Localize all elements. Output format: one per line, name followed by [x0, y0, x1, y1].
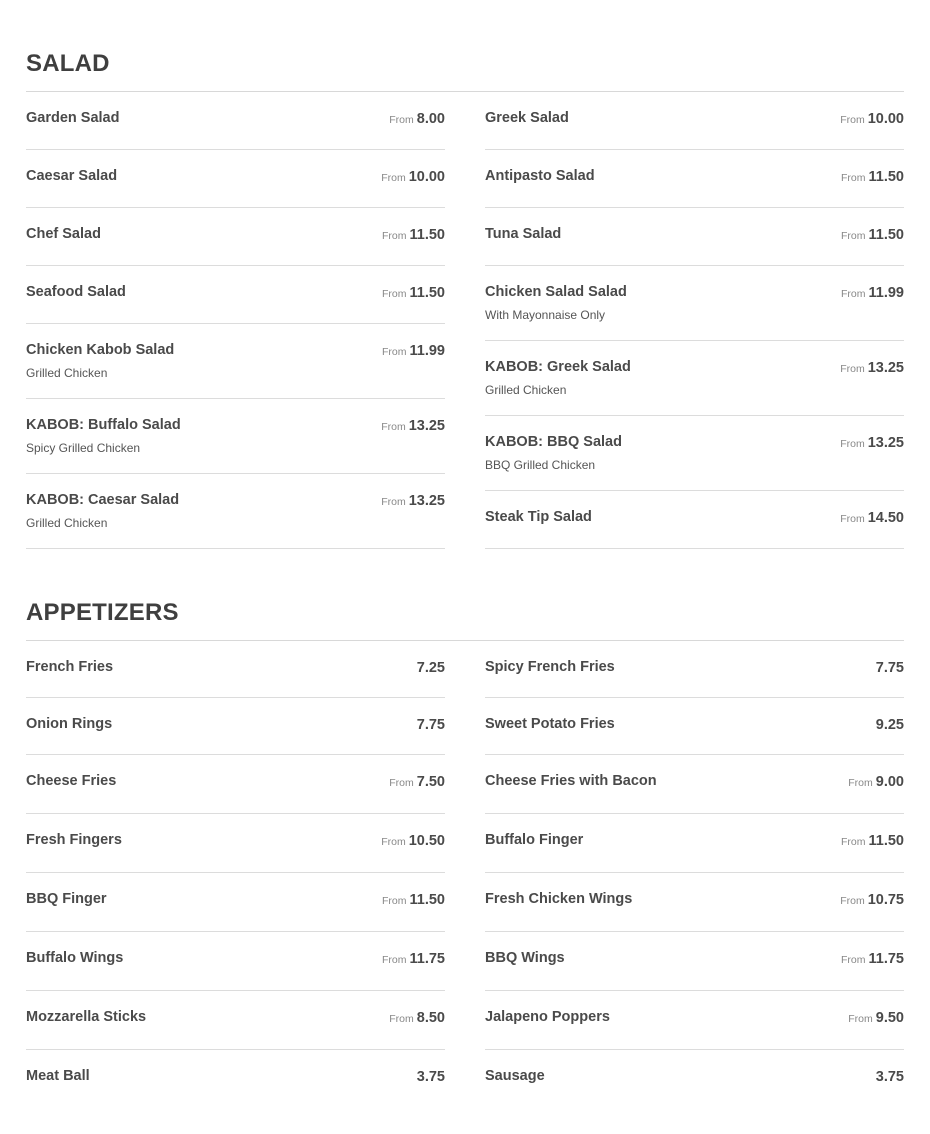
- menu-item[interactable]: [485, 92, 904, 150]
- price-amount: 11.99: [409, 343, 445, 359]
- menu-item-info: [26, 417, 181, 455]
- menu-item-info: [485, 950, 565, 967]
- menu-item[interactable]: [26, 266, 445, 324]
- menu-item-info: [26, 659, 113, 676]
- price-amount: 11.50: [409, 227, 445, 243]
- menu-item-price: [841, 168, 904, 187]
- price-amount: 10.00: [867, 111, 904, 127]
- menu-item-name: BBQ Wings: [485, 950, 565, 966]
- item-grid: [26, 92, 904, 549]
- menu-item-info: [26, 891, 107, 908]
- menu-item[interactable]: [485, 814, 904, 873]
- menu-item[interactable]: [485, 991, 904, 1050]
- menu-item[interactable]: [26, 399, 445, 474]
- menu-item-name: Chicken Salad Salad: [485, 284, 627, 300]
- menu-item[interactable]: [485, 755, 904, 814]
- menu-item[interactable]: [485, 150, 904, 208]
- menu-item-info: [485, 773, 657, 790]
- price-amount: 11.75: [409, 951, 445, 967]
- price-from-label: From: [841, 288, 866, 300]
- price-from-label: From: [389, 114, 414, 126]
- menu-item-name: KABOB: Caesar Salad: [26, 492, 180, 508]
- menu-item[interactable]: [485, 416, 904, 491]
- menu-item-name: Buffalo Wings: [26, 950, 124, 966]
- menu-item-description: BBQ Grilled Chicken: [485, 458, 596, 472]
- price-from-label: From: [382, 346, 407, 358]
- menu-item-price: [417, 1068, 445, 1086]
- menu-item-price: [381, 832, 445, 851]
- menu-item-price: [381, 168, 445, 187]
- menu-item-name: Sweet Potato Fries: [485, 716, 615, 732]
- section-appetizers: [26, 549, 904, 1107]
- menu-item[interactable]: [485, 341, 904, 416]
- menu-item-name: Chef Salad: [26, 226, 101, 242]
- menu-item-info: [26, 110, 119, 127]
- menu-item-price: [382, 891, 445, 910]
- column-left: [26, 92, 445, 549]
- menu-item-info: [26, 168, 117, 185]
- price-amount: 11.99: [868, 285, 904, 301]
- menu-item-name: Spicy French Fries: [485, 659, 615, 675]
- price-amount: 9.00: [875, 774, 904, 790]
- price-amount: 9.25: [875, 717, 904, 733]
- menu-item-info: [26, 492, 179, 530]
- price-amount: 7.75: [875, 660, 904, 676]
- menu-item[interactable]: [485, 873, 904, 932]
- price-amount: 3.75: [875, 1069, 904, 1085]
- menu-item-info: [485, 832, 583, 849]
- menu-item-name: Fresh Chicken Wings: [485, 891, 633, 907]
- menu-item-name: Tuna Salad: [485, 226, 562, 242]
- menu-item-name: KABOB: Buffalo Salad: [26, 417, 181, 433]
- price-from-label: From: [840, 438, 865, 450]
- menu-item-price: [841, 832, 904, 851]
- menu-item-price: [381, 417, 445, 436]
- menu-item-info: [485, 434, 622, 472]
- menu-item-info: [485, 509, 592, 526]
- menu-item-info: [26, 1009, 146, 1026]
- price-amount: 9.50: [875, 1010, 904, 1026]
- column-right: [485, 641, 904, 1107]
- menu-item-description: With Mayonnaise Only: [485, 308, 606, 322]
- price-from-label: From: [848, 1013, 873, 1025]
- column-right: [485, 92, 904, 549]
- menu-item-price: [841, 950, 904, 969]
- menu-item-name: Seafood Salad: [26, 284, 126, 300]
- section-title: APPETIZERS: [26, 599, 179, 626]
- price-amount: 11.75: [868, 951, 904, 967]
- menu-item-price: [389, 773, 445, 792]
- menu-item[interactable]: [26, 641, 445, 698]
- menu-item[interactable]: [26, 1050, 445, 1107]
- price-from-label: From: [840, 363, 865, 375]
- menu-item-price: [417, 716, 445, 734]
- menu-item-info: [485, 226, 561, 243]
- price-from-label: From: [841, 954, 866, 966]
- menu-item-info: [26, 1068, 90, 1085]
- price-from-label: From: [841, 172, 866, 184]
- menu-item[interactable]: [26, 698, 445, 755]
- menu-item-price: [840, 434, 904, 453]
- price-from-label: From: [381, 496, 406, 508]
- menu-item-price: [841, 284, 904, 303]
- price-from-label: From: [840, 114, 865, 126]
- menu-item[interactable]: [485, 641, 904, 698]
- price-amount: 3.75: [416, 1069, 445, 1085]
- menu-item-price: [876, 716, 904, 734]
- price-amount: 7.75: [416, 717, 445, 733]
- price-from-label: From: [848, 777, 873, 789]
- menu-item[interactable]: [26, 474, 445, 549]
- price-from-label: From: [382, 954, 407, 966]
- menu-item-info: [485, 891, 632, 908]
- price-amount: 11.50: [868, 227, 904, 243]
- menu-item-info: [485, 1009, 610, 1026]
- price-amount: 10.50: [408, 833, 445, 849]
- price-amount: 11.50: [409, 285, 445, 301]
- menu-item-info: [485, 110, 569, 127]
- item-grid: [26, 641, 904, 1107]
- section-salad: [26, 0, 904, 549]
- menu-item[interactable]: [485, 932, 904, 991]
- menu-item-price: [840, 509, 904, 528]
- menu-item-name: Buffalo Finger: [485, 832, 584, 848]
- menu-item[interactable]: [26, 208, 445, 266]
- menu-item-description: Spicy Grilled Chicken: [26, 441, 141, 455]
- menu-item-info: [26, 773, 116, 790]
- price-from-label: From: [381, 421, 406, 433]
- menu-item-info: [26, 284, 126, 301]
- menu-item[interactable]: [485, 491, 904, 549]
- menu-item-name: Jalapeno Poppers: [485, 1009, 610, 1025]
- menu-item-info: [26, 226, 101, 243]
- menu-item-info: [485, 659, 615, 676]
- menu-item-info: [485, 359, 631, 397]
- section-title: SALAD: [26, 50, 110, 77]
- menu-item-name: Greek Salad: [485, 110, 569, 126]
- menu-item[interactable]: [26, 932, 445, 991]
- price-from-label: From: [840, 513, 865, 525]
- menu-item-name: Garden Salad: [26, 110, 120, 126]
- menu-item-name: Fresh Fingers: [26, 832, 122, 848]
- menu-item-name: French Fries: [26, 659, 114, 675]
- column-left: [26, 641, 445, 1107]
- menu-item-price: [848, 773, 904, 792]
- menu-item-description: Grilled Chicken: [26, 516, 108, 530]
- menu-item-description: Grilled Chicken: [26, 366, 108, 380]
- menu-item[interactable]: [26, 873, 445, 932]
- menu-item-price: [841, 226, 904, 245]
- menu-item-name: Cheese Fries with Bacon: [485, 773, 657, 789]
- menu-item-info: [485, 284, 627, 322]
- menu-item-name: BBQ Finger: [26, 891, 107, 907]
- menu-item-price: [381, 492, 445, 511]
- menu-item[interactable]: [26, 150, 445, 208]
- menu-item-name: Antipasto Salad: [485, 168, 595, 184]
- menu-item-name: Steak Tip Salad: [485, 509, 592, 525]
- menu-item[interactable]: [26, 324, 445, 399]
- menu-item-price: [848, 1009, 904, 1028]
- menu-item-name: Cheese Fries: [26, 773, 117, 789]
- menu-item-info: [485, 168, 595, 185]
- menu-item-info: [26, 342, 174, 380]
- price-amount: 10.75: [867, 892, 904, 908]
- menu-item-price: [840, 110, 904, 129]
- menu-item-name: Sausage: [485, 1068, 545, 1084]
- price-from-label: From: [381, 836, 406, 848]
- menu-item[interactable]: [485, 208, 904, 266]
- price-amount: 10.00: [408, 169, 445, 185]
- menu-item[interactable]: [26, 991, 445, 1050]
- price-amount: 13.25: [867, 435, 904, 451]
- menu-item[interactable]: [485, 698, 904, 755]
- price-from-label: From: [382, 230, 407, 242]
- menu-item-name: Caesar Salad: [26, 168, 118, 184]
- menu-item-name: Mozzarella Sticks: [26, 1009, 147, 1025]
- menu-item-info: [26, 832, 122, 849]
- price-amount: 14.50: [867, 510, 904, 526]
- price-amount: 8.50: [416, 1010, 445, 1026]
- price-amount: 7.25: [416, 660, 445, 676]
- menu-item-name: Onion Rings: [26, 716, 113, 732]
- menu-item-price: [389, 110, 445, 129]
- menu-item-price: [840, 359, 904, 378]
- menu-item[interactable]: [485, 266, 904, 341]
- menu-item-info: [485, 1068, 545, 1085]
- menu-item-price: [389, 1009, 445, 1028]
- menu-item-description: Grilled Chicken: [485, 383, 567, 397]
- menu-item-info: [485, 716, 615, 733]
- menu-item-price: [876, 1068, 904, 1086]
- menu-item[interactable]: [26, 755, 445, 814]
- price-amount: 11.50: [868, 169, 904, 185]
- menu-item-info: [26, 716, 112, 733]
- menu-item-price: [840, 891, 904, 910]
- price-from-label: From: [381, 172, 406, 184]
- price-from-label: From: [382, 288, 407, 300]
- menu-item-price: [382, 284, 445, 303]
- price-from-label: From: [841, 230, 866, 242]
- menu-item[interactable]: [26, 92, 445, 150]
- price-from-label: From: [840, 895, 865, 907]
- menu-item-name: Chicken Kabob Salad: [26, 342, 175, 358]
- menu-item[interactable]: [26, 814, 445, 873]
- price-amount: 11.50: [409, 892, 445, 908]
- price-amount: 13.25: [867, 360, 904, 376]
- price-from-label: From: [841, 836, 866, 848]
- price-amount: 11.50: [868, 833, 904, 849]
- menu-item-price: [417, 659, 445, 677]
- price-from-label: From: [382, 895, 407, 907]
- price-from-label: From: [389, 1013, 414, 1025]
- price-amount: 13.25: [408, 493, 445, 509]
- price-amount: 7.50: [416, 774, 445, 790]
- menu-item-name: Meat Ball: [26, 1068, 90, 1084]
- menu-item-price: [382, 226, 445, 245]
- price-amount: 13.25: [408, 418, 445, 434]
- menu-item-name: KABOB: Greek Salad: [485, 359, 631, 375]
- price-amount: 8.00: [416, 111, 445, 127]
- menu-item-price: [382, 342, 445, 361]
- menu-item[interactable]: [485, 1050, 904, 1107]
- price-from-label: From: [389, 777, 414, 789]
- menu-item-name: KABOB: BBQ Salad: [485, 434, 622, 450]
- menu-item-price: [876, 659, 904, 677]
- menu-item-price: [382, 950, 445, 969]
- menu-item-info: [26, 950, 123, 967]
